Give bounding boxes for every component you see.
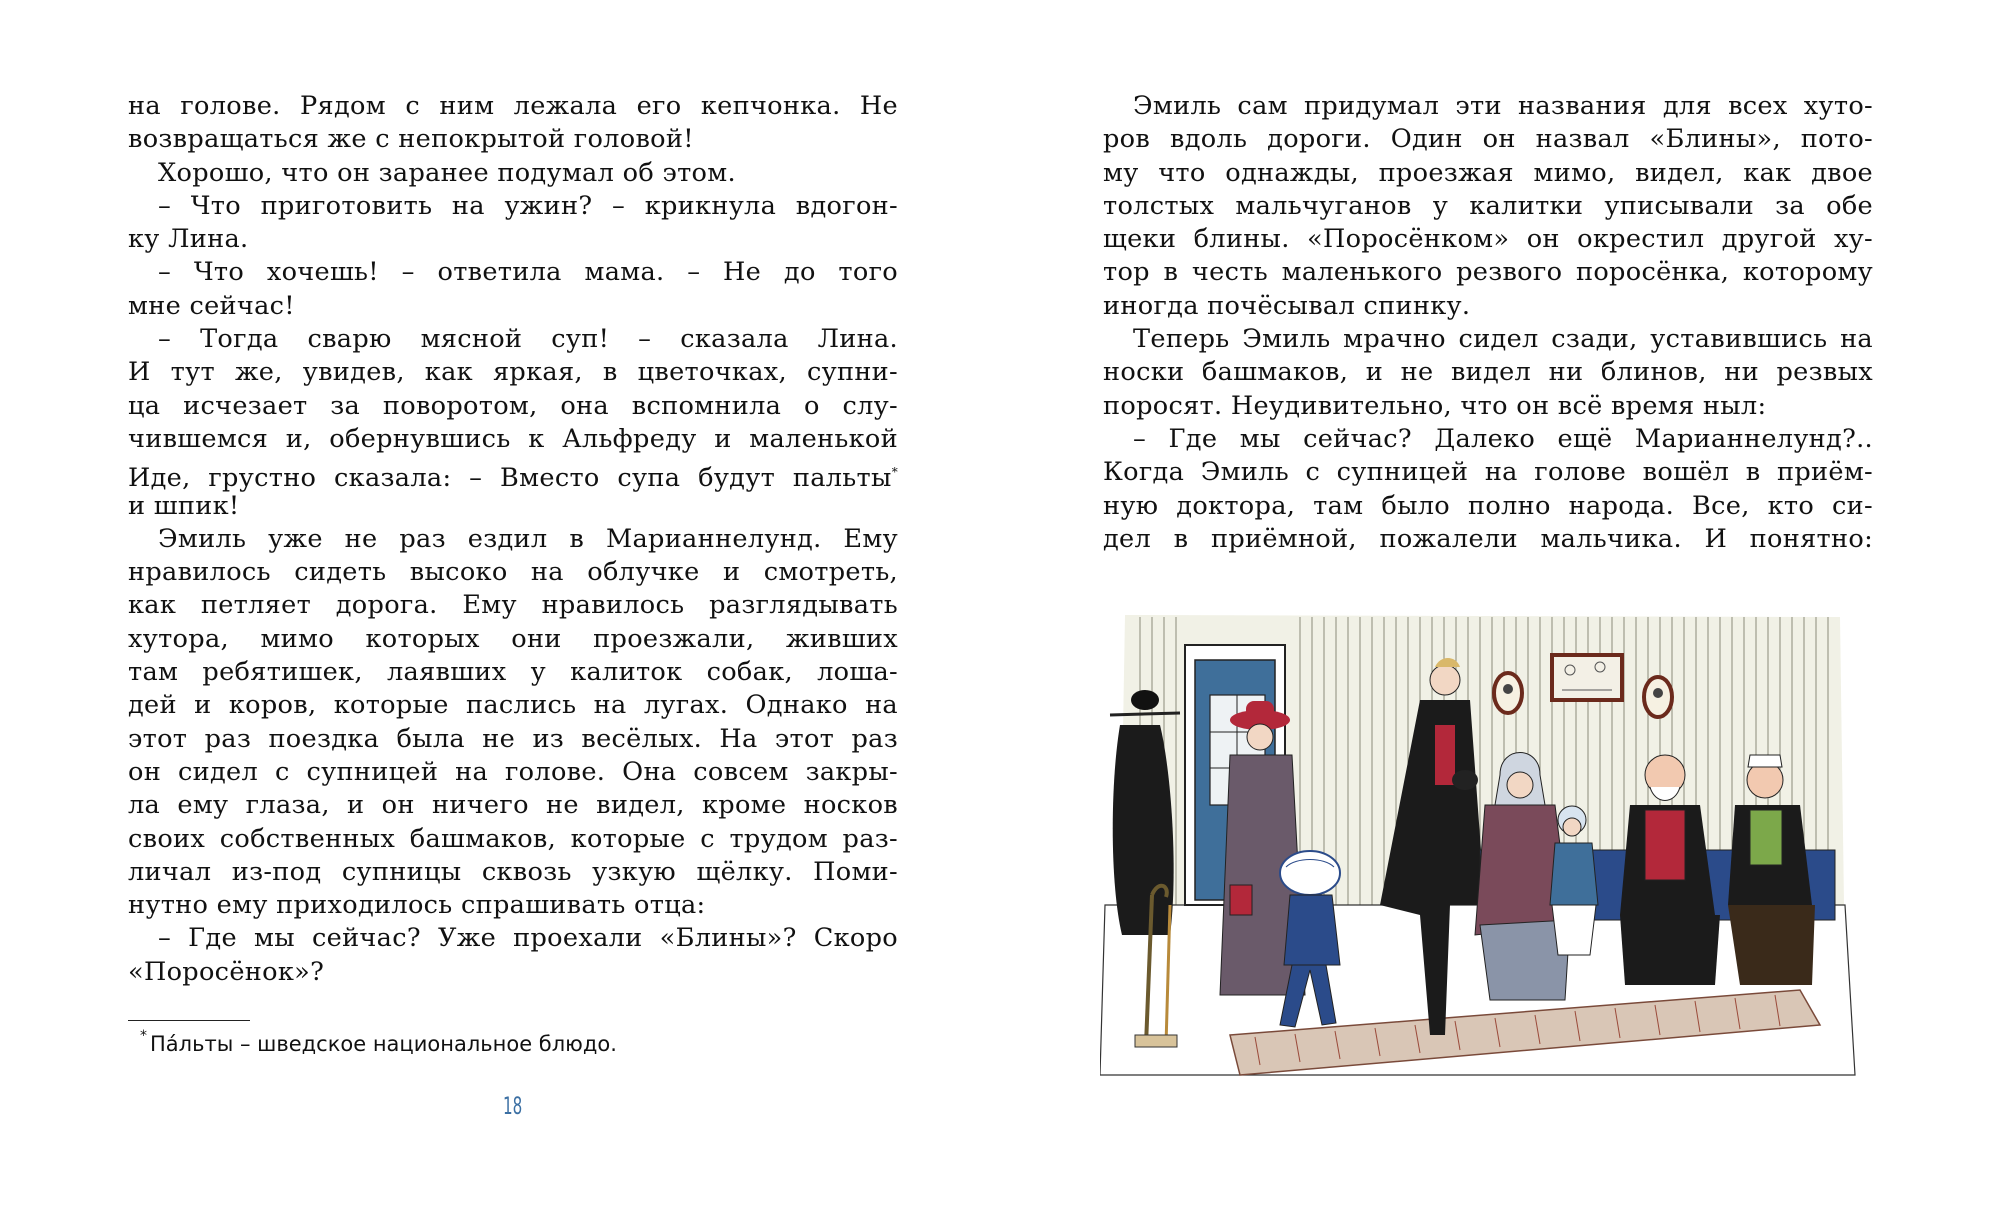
text-line: хутора, мимо которых они проезжали, живших (128, 623, 898, 654)
text-line: нутно ему приходилось спрашивать отца: (128, 890, 706, 921)
text-line: дей и коров, которые паслись на лугах. Однако на (128, 690, 898, 721)
right-page-text (1103, 90, 1873, 556)
text-line: Эмиль уже не раз ездил в Марианнелунд. Ему (158, 523, 898, 554)
footnote-text: Па́льты – шведское национальное блюдо. (150, 1032, 617, 1056)
text-line: тор в честь маленького резвого поросёнка, которому (1103, 257, 1873, 288)
picture-frame-landscape (1552, 655, 1622, 700)
text-line: – Что приготовить на ужин? – крикнула вдогон- (158, 190, 898, 221)
text-line: – Где мы сейчас? Далеко ещё Марианнелунд?.. (1133, 423, 1873, 454)
text-line: щеки блины. «Поросёнком» он окрестил другой ху- (1103, 224, 1873, 255)
text-line: там ребятишек, лаявших у калиток собак, лоша- (128, 657, 898, 688)
text-line: толстых мальчуганов у калитки уписывали за обе (1103, 190, 1873, 221)
text-line: носки башмаков, и не видел ни блинов, ни резвых (1103, 357, 1873, 388)
text-line: И тут же, увидев, как яркая, в цветочках, супни- (128, 357, 898, 388)
waiting-room-illustration (1100, 605, 1860, 1080)
hanging-coat (1113, 725, 1174, 935)
text-line: чившемся и, обернувшись к Альфреду и маленькой (128, 423, 898, 454)
text-line: нравилось сидеть высоко на облучке и смотреть, (128, 557, 898, 588)
text-line: Хорошо, что он заранее подумал об этом. (158, 157, 736, 188)
footnote-star: * (140, 1028, 147, 1044)
text-line: своих собственных башмаков, которые с трудом раз- (128, 823, 898, 854)
footnote-rule (128, 1020, 250, 1021)
text-line: ров вдоль дороги. Один он назвал «Блины», пото- (1103, 124, 1873, 155)
text-line (128, 456, 898, 494)
picture-frame-portrait-1 (1494, 673, 1522, 713)
text-line: он сидел с супницей на голове. Она совсем закры- (128, 756, 898, 787)
page-number: 18 (503, 1092, 523, 1120)
footnote (140, 1028, 617, 1056)
text-line: ца исчезает за поворотом, она вспомнила о слу- (128, 390, 898, 421)
text-line: ку Лина. (128, 224, 249, 255)
text-line: ла ему глаза, и он ничего не видел, кроме носков (128, 790, 898, 821)
text-line: Эмиль сам придумал эти названия для всех хуто- (1133, 91, 1873, 121)
text-line: Теперь Эмиль мрачно сидел сзади, уставившись на (1133, 324, 1873, 355)
text-line: поросят. Неудивительно, что он всё время ныл: (1103, 390, 1767, 421)
text-line: – Где мы сейчас? Уже проехали «Блины»? Скоро (158, 923, 898, 954)
text-line: «Поросёнок»? (128, 956, 325, 987)
text-line: Когда Эмиль с супницей на голове вошёл в приём- (1103, 457, 1873, 488)
text-line: му что однажды, проезжая мимо, видел, как двое (1103, 157, 1873, 188)
text-line: возвращаться же с непокрытой головой! (128, 124, 694, 155)
text-line: ную доктора, там было полно народа. Все, кто си- (1103, 490, 1873, 521)
footnote-marker: * (891, 465, 898, 480)
left-page-text (128, 90, 898, 989)
text-line: на голове. Рядом с ним лежала его кепчонка. Не (128, 91, 898, 121)
text-line: как петляет дорога. Ему нравилось разглядывать (128, 590, 898, 621)
text-line: иногда почёсывал спинку. (1103, 290, 1471, 321)
text-line: – Тогда сварю мясной суп! – сказала Лина. (158, 324, 898, 355)
text-line: личал из-под супницы сквозь узкую щёлку. Поми- (128, 856, 898, 887)
text-line: и шпик! (128, 490, 240, 521)
text-line: дел в приёмной, пожалели мальчика. И понятно: (1103, 523, 1873, 554)
text-line: мне сейчас! (128, 290, 295, 321)
text-line: этот раз поездка была не из весёлых. На этот раз (128, 723, 898, 754)
text-line: – Что хочешь! – ответила мама. – Не до того (158, 257, 898, 288)
picture-frame-portrait-2 (1644, 677, 1672, 717)
text-line-content: Иде, грустно сказала: – Вместо супа будут пальты (128, 463, 892, 494)
